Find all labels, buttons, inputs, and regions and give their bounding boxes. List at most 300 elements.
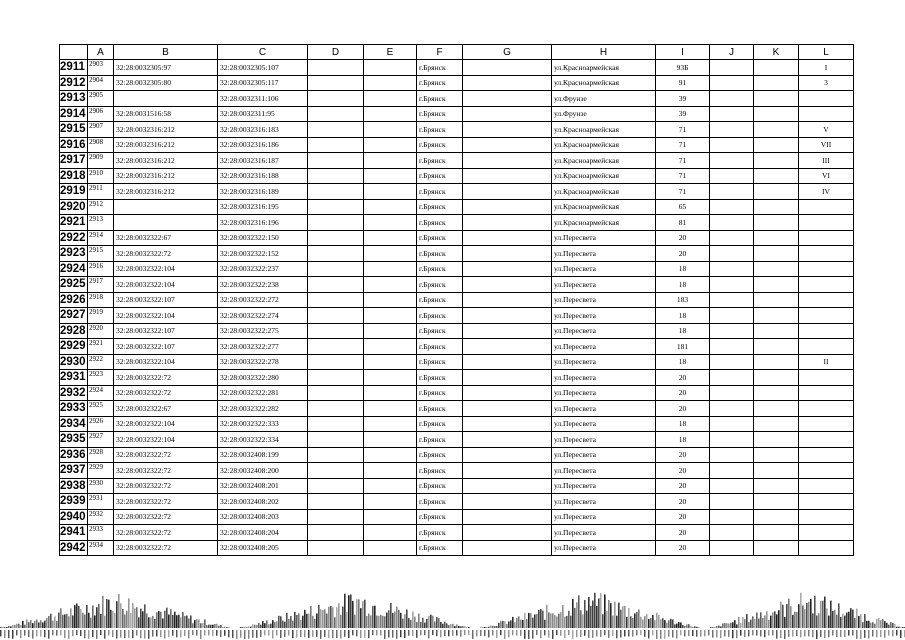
cell-d <box>308 277 364 293</box>
house-number: 20 <box>656 540 710 556</box>
street: ул.Пересвета <box>552 525 656 541</box>
street: ул.Пересвета <box>552 308 656 324</box>
cadastral-parcel: 32:28:0032322:104 <box>114 432 218 448</box>
table-row <box>60 230 854 246</box>
city: г.Брянск <box>417 494 463 510</box>
cell-d <box>308 354 364 370</box>
cell-e <box>364 137 417 153</box>
street: ул.Красноармейская <box>552 199 656 215</box>
cell-d <box>308 447 364 463</box>
house-number: 71 <box>656 137 710 153</box>
row-number: 2928 <box>60 324 86 337</box>
record-number: 2928 <box>88 447 114 463</box>
cell-k <box>754 525 799 541</box>
cadastral-object: 32:28:0032322:277 <box>218 339 308 355</box>
col-header-l: L <box>799 45 854 60</box>
table-row <box>60 540 854 556</box>
row-number: 2911 <box>60 60 88 76</box>
record-number: 2922 <box>88 354 114 370</box>
cell-e <box>364 416 417 432</box>
cell-e <box>364 215 417 231</box>
apartment-numeral: VII <box>799 137 854 153</box>
record-number: 2927 <box>88 432 114 448</box>
cell-j <box>710 339 754 355</box>
cell-g <box>463 75 552 91</box>
table-row <box>60 323 854 339</box>
cell-e <box>364 339 417 355</box>
cadastral-parcel <box>114 215 218 231</box>
record-number: 2910 <box>88 168 114 184</box>
cell-j <box>710 401 754 417</box>
apartment-numeral <box>799 339 854 355</box>
cadastral-parcel: 32:28:0032322:72 <box>114 246 218 262</box>
row-number: 2935 <box>60 433 86 446</box>
apartment-numeral <box>799 385 854 401</box>
cell-d <box>308 246 364 262</box>
table-row <box>60 494 854 510</box>
cadastral-object: 32:28:0032408:202 <box>218 494 308 510</box>
house-number: 18 <box>656 261 710 277</box>
row-number: 2936 <box>60 448 86 461</box>
street: ул.Пересвета <box>552 370 656 386</box>
street: ул.Пересвета <box>552 463 656 479</box>
row-number: 2922 <box>60 231 86 244</box>
cell-g <box>463 91 552 107</box>
cadastral-parcel: 32:28:0032322:72 <box>114 478 218 494</box>
cell-e <box>364 432 417 448</box>
row-number: 2921 <box>60 216 86 229</box>
city: г.Брянск <box>417 478 463 494</box>
cell-e <box>364 385 417 401</box>
cell-d <box>308 184 364 200</box>
cell-e <box>364 509 417 525</box>
cadastral-object: 32:28:0032322:152 <box>218 246 308 262</box>
row-number: 2915 <box>60 123 86 136</box>
record-number: 2931 <box>88 494 114 510</box>
house-number: 18 <box>656 308 710 324</box>
record-number: 2933 <box>88 525 114 541</box>
house-number: 20 <box>656 525 710 541</box>
house-number: 18 <box>656 323 710 339</box>
cell-e <box>364 122 417 138</box>
cadastral-parcel: 32:28:0032322:72 <box>114 447 218 463</box>
cell-d <box>308 478 364 494</box>
cadastral-parcel: 32:28:0032322:72 <box>114 494 218 510</box>
record-number: 2915 <box>88 246 114 262</box>
street: ул.Пересвета <box>552 509 656 525</box>
cadastral-parcel: 32:28:0032322:67 <box>114 230 218 246</box>
cell-g <box>463 215 552 231</box>
record-number: 2926 <box>88 416 114 432</box>
record-number: 2907 <box>88 122 114 138</box>
cell-j <box>710 509 754 525</box>
cell-k <box>754 184 799 200</box>
cadastral-object: 32:28:0032311:95 <box>218 106 308 122</box>
street: ул.Пересвета <box>552 385 656 401</box>
record-number: 2909 <box>88 153 114 169</box>
row-number: 2934 <box>60 417 86 430</box>
street: ул.Пересвета <box>552 354 656 370</box>
street: ул.Пересвета <box>552 447 656 463</box>
cadastral-object: 32:28:0032322:278 <box>218 354 308 370</box>
cell-d <box>308 292 364 308</box>
cell-j <box>710 106 754 122</box>
row-number: 2923 <box>60 247 86 260</box>
city: г.Брянск <box>417 447 463 463</box>
apartment-numeral <box>799 432 854 448</box>
table-row <box>60 339 854 355</box>
apartment-numeral <box>799 540 854 556</box>
city: г.Брянск <box>417 416 463 432</box>
apartment-numeral <box>799 478 854 494</box>
cadastral-object: 32:28:0032322:237 <box>218 261 308 277</box>
cell-d <box>308 308 364 324</box>
cell-g <box>463 494 552 510</box>
cell-d <box>308 323 364 339</box>
house-number: 20 <box>656 385 710 401</box>
cell-j <box>710 261 754 277</box>
cell-e <box>364 91 417 107</box>
record-number: 2905 <box>88 91 114 107</box>
table-row <box>60 168 854 184</box>
house-number: 65 <box>656 199 710 215</box>
row-number: 2916 <box>60 138 86 151</box>
table-row <box>60 122 854 138</box>
row-number: 2929 <box>60 340 86 353</box>
row-number: 2930 <box>60 355 86 368</box>
cell-j <box>710 308 754 324</box>
cell-e <box>364 199 417 215</box>
house-number: 39 <box>656 91 710 107</box>
cell-e <box>364 60 417 76</box>
row-number: 2917 <box>60 154 86 167</box>
house-number: 20 <box>656 246 710 262</box>
cadastral-parcel: 32:28:0032322:107 <box>114 323 218 339</box>
cell-k <box>754 494 799 510</box>
cell-d <box>308 416 364 432</box>
cadastral-parcel: 32:28:0032322:67 <box>114 401 218 417</box>
house-number: 91 <box>656 75 710 91</box>
cadastral-parcel: 32:28:0032322:72 <box>114 370 218 386</box>
cell-e <box>364 308 417 324</box>
cell-j <box>710 91 754 107</box>
cell-k <box>754 509 799 525</box>
cell-k <box>754 199 799 215</box>
house-number: 39 <box>656 106 710 122</box>
city: г.Брянск <box>417 184 463 200</box>
cadastral-object: 32:28:0032322:282 <box>218 401 308 417</box>
apartment-numeral <box>799 292 854 308</box>
cell-e <box>364 447 417 463</box>
cadastral-object: 32:28:0032322:334 <box>218 432 308 448</box>
city: г.Брянск <box>417 137 463 153</box>
city: г.Брянск <box>417 463 463 479</box>
cadastral-parcel: 32:28:0032322:72 <box>114 540 218 556</box>
apartment-numeral: 3 <box>799 75 854 91</box>
cadastral-parcel: 32:28:0032316:212 <box>114 168 218 184</box>
cell-j <box>710 60 754 76</box>
cell-g <box>463 308 552 324</box>
house-number: 20 <box>656 478 710 494</box>
col-header-d: D <box>308 45 364 60</box>
cell-k <box>754 308 799 324</box>
cell-j <box>710 153 754 169</box>
cell-d <box>308 91 364 107</box>
house-number: 181 <box>656 339 710 355</box>
table-row <box>60 292 854 308</box>
record-number: 2913 <box>88 215 114 231</box>
table-row <box>60 509 854 525</box>
apartment-numeral <box>799 463 854 479</box>
apartment-numeral <box>799 261 854 277</box>
city: г.Брянск <box>417 261 463 277</box>
cell-k <box>754 432 799 448</box>
street: ул.Красноармейская <box>552 168 656 184</box>
record-number: 2924 <box>88 385 114 401</box>
row-number: 2931 <box>60 371 86 384</box>
cell-e <box>364 494 417 510</box>
apartment-numeral <box>799 230 854 246</box>
house-number: 71 <box>656 184 710 200</box>
cell-g <box>463 137 552 153</box>
apartment-numeral: II <box>799 354 854 370</box>
city: г.Брянск <box>417 230 463 246</box>
house-number: 71 <box>656 153 710 169</box>
cadastral-object: 32:28:0032322:281 <box>218 385 308 401</box>
table-row <box>60 153 854 169</box>
cell-d <box>308 463 364 479</box>
cell-e <box>364 184 417 200</box>
cell-g <box>463 432 552 448</box>
street: ул.Красноармейская <box>552 75 656 91</box>
cell-g <box>463 277 552 293</box>
table-row <box>60 416 854 432</box>
cell-j <box>710 199 754 215</box>
house-number: 20 <box>656 447 710 463</box>
cell-k <box>754 478 799 494</box>
cell-g <box>463 246 552 262</box>
cadastral-parcel: 32:28:0032316:212 <box>114 184 218 200</box>
street: ул.Фрунзе <box>552 91 656 107</box>
cadastral-object: 32:28:0032316:187 <box>218 153 308 169</box>
cadastral-object: 32:28:0032322:238 <box>218 277 308 293</box>
apartment-numeral <box>799 246 854 262</box>
cadastral-parcel <box>114 91 218 107</box>
cell-j <box>710 525 754 541</box>
city: г.Брянск <box>417 308 463 324</box>
table-row <box>60 277 854 293</box>
spreadsheet-table <box>59 44 854 556</box>
cell-e <box>364 75 417 91</box>
row-number: 2932 <box>60 386 86 399</box>
cell-d <box>308 106 364 122</box>
cell-k <box>754 292 799 308</box>
cell-g <box>463 60 552 76</box>
cadastral-object: 32:28:0032311:106 <box>218 91 308 107</box>
city: г.Брянск <box>417 540 463 556</box>
row-number: 2933 <box>60 402 86 415</box>
col-header-e: E <box>364 45 417 60</box>
house-number: 18 <box>656 416 710 432</box>
cell-j <box>710 246 754 262</box>
cell-e <box>364 168 417 184</box>
table-row <box>60 401 854 417</box>
cadastral-object: 32:28:0032316:196 <box>218 215 308 231</box>
cell-e <box>364 401 417 417</box>
cell-g <box>463 540 552 556</box>
col-header-h: H <box>552 45 656 60</box>
city: г.Брянск <box>417 168 463 184</box>
record-number: 2911 <box>88 184 114 200</box>
record-number: 2929 <box>88 463 114 479</box>
street: ул.Красноармейская <box>552 215 656 231</box>
street: ул.Пересвета <box>552 261 656 277</box>
table-row <box>60 354 854 370</box>
street: ул.Пересвета <box>552 478 656 494</box>
table-row <box>60 463 854 479</box>
cadastral-object: 32:28:0032322:280 <box>218 370 308 386</box>
apartment-numeral <box>799 199 854 215</box>
cell-g <box>463 447 552 463</box>
cadastral-parcel <box>114 199 218 215</box>
city: г.Брянск <box>417 370 463 386</box>
apartment-numeral <box>799 416 854 432</box>
cell-g <box>463 509 552 525</box>
cell-k <box>754 106 799 122</box>
apartment-numeral <box>799 447 854 463</box>
street: ул.Пересвета <box>552 277 656 293</box>
apartment-numeral: V <box>799 122 854 138</box>
cadastral-object: 32:28:0032322:275 <box>218 323 308 339</box>
cell-e <box>364 463 417 479</box>
row-number: 2914 <box>60 107 86 120</box>
house-number: 71 <box>656 122 710 138</box>
cell-e <box>364 230 417 246</box>
record-number: 2923 <box>88 370 114 386</box>
table-row <box>60 137 854 153</box>
cell-g <box>463 199 552 215</box>
cadastral-parcel: 32:28:0032322:104 <box>114 308 218 324</box>
cadastral-parcel: 32:28:0032305:80 <box>114 75 218 91</box>
city: г.Брянск <box>417 199 463 215</box>
record-number: 2932 <box>88 509 114 525</box>
table-row <box>60 370 854 386</box>
table-row <box>60 91 854 107</box>
record-number: 2920 <box>88 323 114 339</box>
record-number: 2930 <box>88 478 114 494</box>
cell-e <box>364 277 417 293</box>
cell-d <box>308 153 364 169</box>
table-row <box>60 261 854 277</box>
cell-d <box>308 122 364 138</box>
record-number: 2934 <box>88 540 114 556</box>
cell-g <box>463 261 552 277</box>
cell-k <box>754 385 799 401</box>
cell-k <box>754 339 799 355</box>
cadastral-parcel: 32:28:0032316:212 <box>114 153 218 169</box>
cell-k <box>754 215 799 231</box>
record-number: 2921 <box>88 339 114 355</box>
row-number: 2918 <box>60 169 86 182</box>
col-header-j: J <box>710 45 754 60</box>
city: г.Брянск <box>417 246 463 262</box>
street: ул.Красноармейская <box>552 184 656 200</box>
cadastral-parcel: 32:28:0032322:107 <box>114 339 218 355</box>
apartment-numeral <box>799 308 854 324</box>
apartment-numeral <box>799 277 854 293</box>
city: г.Брянск <box>417 215 463 231</box>
cadastral-parcel: 32:28:0032322:107 <box>114 292 218 308</box>
cell-d <box>308 525 364 541</box>
cell-d <box>308 137 364 153</box>
corner-header <box>60 45 88 60</box>
row-number: 2913 <box>60 92 86 105</box>
city: г.Брянск <box>417 277 463 293</box>
cell-e <box>364 292 417 308</box>
table-row <box>60 525 854 541</box>
cell-j <box>710 416 754 432</box>
apartment-numeral: I <box>799 60 854 76</box>
street: ул.Пересвета <box>552 416 656 432</box>
cell-d <box>308 339 364 355</box>
cell-j <box>710 385 754 401</box>
cell-e <box>364 525 417 541</box>
table-row <box>60 447 854 463</box>
cadastral-object: 32:28:0032322:274 <box>218 308 308 324</box>
cadastral-parcel: 32:28:0032305:97 <box>114 60 218 76</box>
cell-d <box>308 60 364 76</box>
city: г.Брянск <box>417 122 463 138</box>
cadastral-object: 32:28:0032316:189 <box>218 184 308 200</box>
apartment-numeral <box>799 525 854 541</box>
street: ул.Пересвета <box>552 339 656 355</box>
cell-k <box>754 246 799 262</box>
record-number: 2912 <box>88 199 114 215</box>
city: г.Брянск <box>417 106 463 122</box>
cell-j <box>710 75 754 91</box>
apartment-numeral <box>799 323 854 339</box>
apartment-numeral <box>799 494 854 510</box>
cell-j <box>710 478 754 494</box>
house-number: 20 <box>656 401 710 417</box>
cell-k <box>754 75 799 91</box>
cadastral-object: 32:28:0032408:200 <box>218 463 308 479</box>
cell-d <box>308 432 364 448</box>
street: ул.Пересвета <box>552 494 656 510</box>
cell-j <box>710 494 754 510</box>
apartment-numeral: VI <box>799 168 854 184</box>
cell-j <box>710 137 754 153</box>
row-number: 2919 <box>60 185 86 198</box>
house-number: 18 <box>656 432 710 448</box>
cell-g <box>463 525 552 541</box>
street: ул.Пересвета <box>552 292 656 308</box>
house-number: 20 <box>656 463 710 479</box>
cell-e <box>364 354 417 370</box>
cell-j <box>710 540 754 556</box>
street: ул.Пересвета <box>552 323 656 339</box>
cell-j <box>710 447 754 463</box>
cadastral-parcel: 32:28:0032322:104 <box>114 277 218 293</box>
cell-k <box>754 230 799 246</box>
city: г.Брянск <box>417 75 463 91</box>
cell-g <box>463 401 552 417</box>
street: ул.Красноармейская <box>552 137 656 153</box>
col-header-c: C <box>218 45 308 60</box>
cell-g <box>463 370 552 386</box>
house-number: 20 <box>656 230 710 246</box>
cell-k <box>754 323 799 339</box>
